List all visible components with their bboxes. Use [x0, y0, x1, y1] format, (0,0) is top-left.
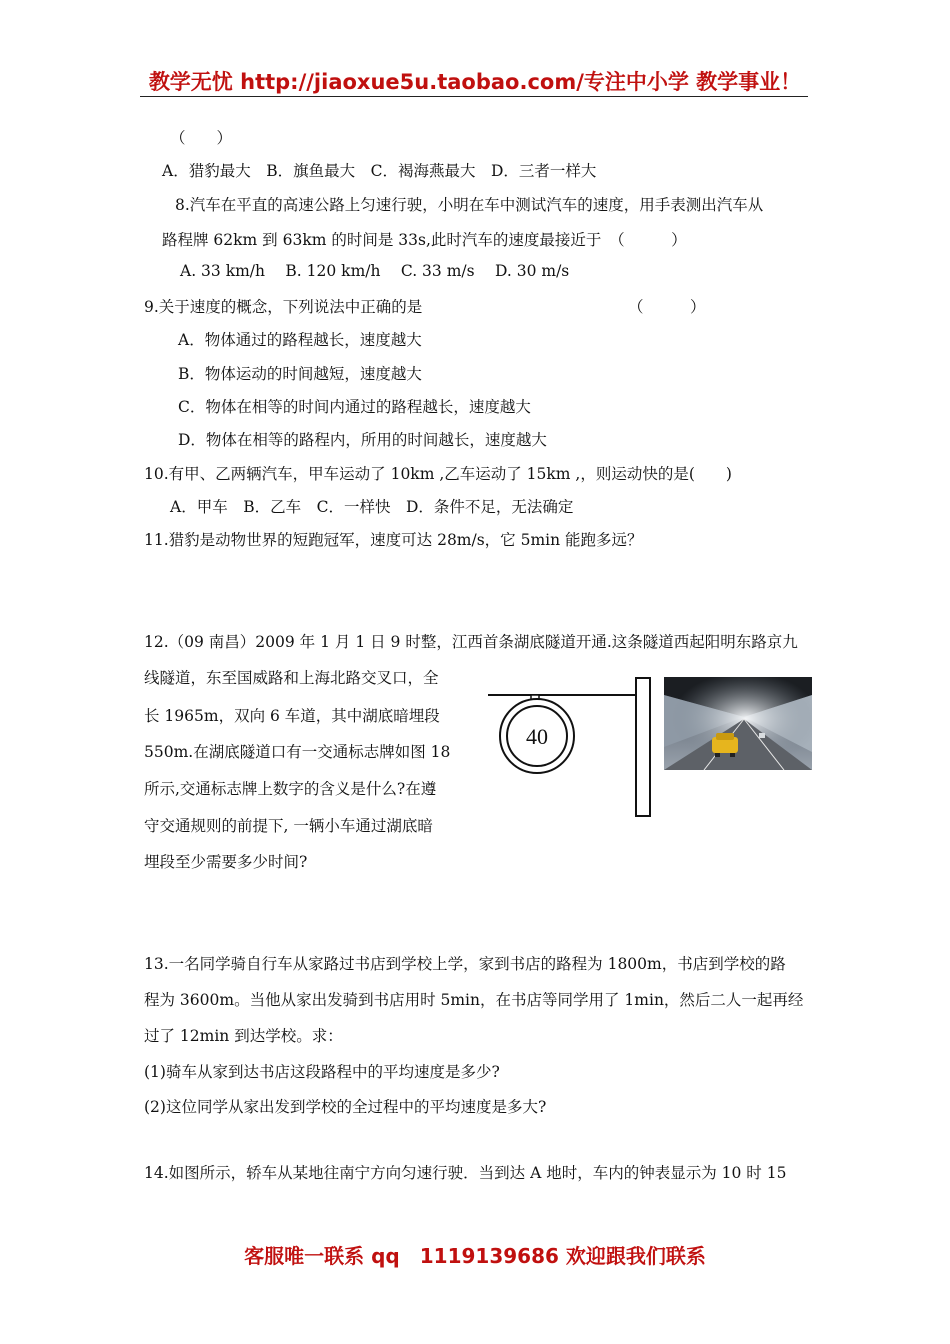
q9-stem: 9.关于速度的概念，下列说法中正确的是: [144, 298, 423, 316]
q10-stem: 10.有甲、乙两辆汽车，甲车运动了 10km ,乙车运动了 15km ,，则运动快的是( ): [144, 465, 732, 483]
q11-stem: 11.猎豹是动物世界的短跑冠军，速度可达 28m/s，它 5min 能跑多远？: [144, 531, 643, 549]
q12-line7: 埋段至少需要多少时间?: [144, 853, 308, 871]
sign-speed-number: 40: [526, 724, 548, 749]
q12-line2: 线隧道，东至国威路和上海北路交叉口，全: [144, 669, 439, 687]
tunnel-photo: [664, 677, 812, 770]
page-header: 教学无忧 http://jiaoxue5u.taobao.com/专注中小学 教学事业！: [148, 70, 802, 94]
q13-line2: 程为 3600m。当他从家出发骑到书店用时 5min，在书店等同学用了 1min，然后二人一起再经: [144, 991, 804, 1009]
q9-option-d: D．物体在相等的路程内，所用的时间越长，速度越大: [178, 431, 547, 449]
q12-line3: 长 1965m，双向 6 车道，其中湖底暗埋段: [144, 707, 440, 725]
q7-paren: （ ）: [170, 129, 233, 147]
q9-option-c: C．物体在相等的时间内通过的路程越长，速度越大: [178, 398, 531, 416]
page-footer: 客服唯一联系 qq 1119139686 欢迎跟我们联系: [244, 1244, 706, 1268]
q9-option-b: B．物体运动的时间越短，速度越大: [178, 365, 422, 383]
q13-sub2: (2)这位同学从家出发到学校的全过程中的平均速度是多大?: [144, 1098, 547, 1116]
q12-line1: 12.（09 南昌）2009 年 1 月 1 日 9 时整，江西首条湖底隧道开通.这条隧道西起阳明东路京九: [144, 633, 798, 651]
q8-stem-line2: 路程牌 62km 到 63km 的时间是 33s,此时汽车的速度最接近于 （ ）: [162, 231, 687, 249]
sign-post: [636, 678, 650, 816]
header-rule: [140, 96, 808, 97]
q8-stem-line1: 8.汽车在平直的高速公路上匀速行驶，小明在车中测试汽车的速度，用手表测出汽车从: [175, 196, 764, 214]
q12-line4: 550m.在湖底隧道口有一交通标志牌如图 18: [144, 743, 451, 761]
q13-line1: 13.一名同学骑自行车从家路过书店到学校上学，家到书店的路程为 1800m，书店到学校的路: [144, 955, 786, 973]
q8-options: A. 33 km/h B. 120 km/h C. 33 m/s D. 30 m/s: [180, 262, 570, 280]
q13-line3: 过了 12min 到达学校。求：: [144, 1027, 343, 1045]
q7-options: A．猎豹最大 B．旗鱼最大 C．褐海燕最大 D．三者一样大: [162, 162, 597, 180]
q13-sub1: (1)骑车从家到达书店这段路程中的平均速度是多少?: [144, 1063, 500, 1081]
q9-paren: （ ）: [628, 298, 706, 316]
q10-options: A．甲车 B．乙车 C．一样快 D．条件不足，无法确定: [170, 498, 574, 516]
q9-option-a: A．物体通过的路程越长，速度越大: [178, 331, 422, 349]
q12-line5: 所示,交通标志牌上数字的含义是什么?在遵: [144, 780, 437, 798]
q14-line1: 14.如图所示，轿车从某地往南宁方向匀速行驶．当到达 A 地时，车内的钟表显示为 10 时 15: [144, 1164, 787, 1182]
q12-line6: 守交通规则的前提下, 一辆小车通过湖底暗: [144, 817, 433, 835]
